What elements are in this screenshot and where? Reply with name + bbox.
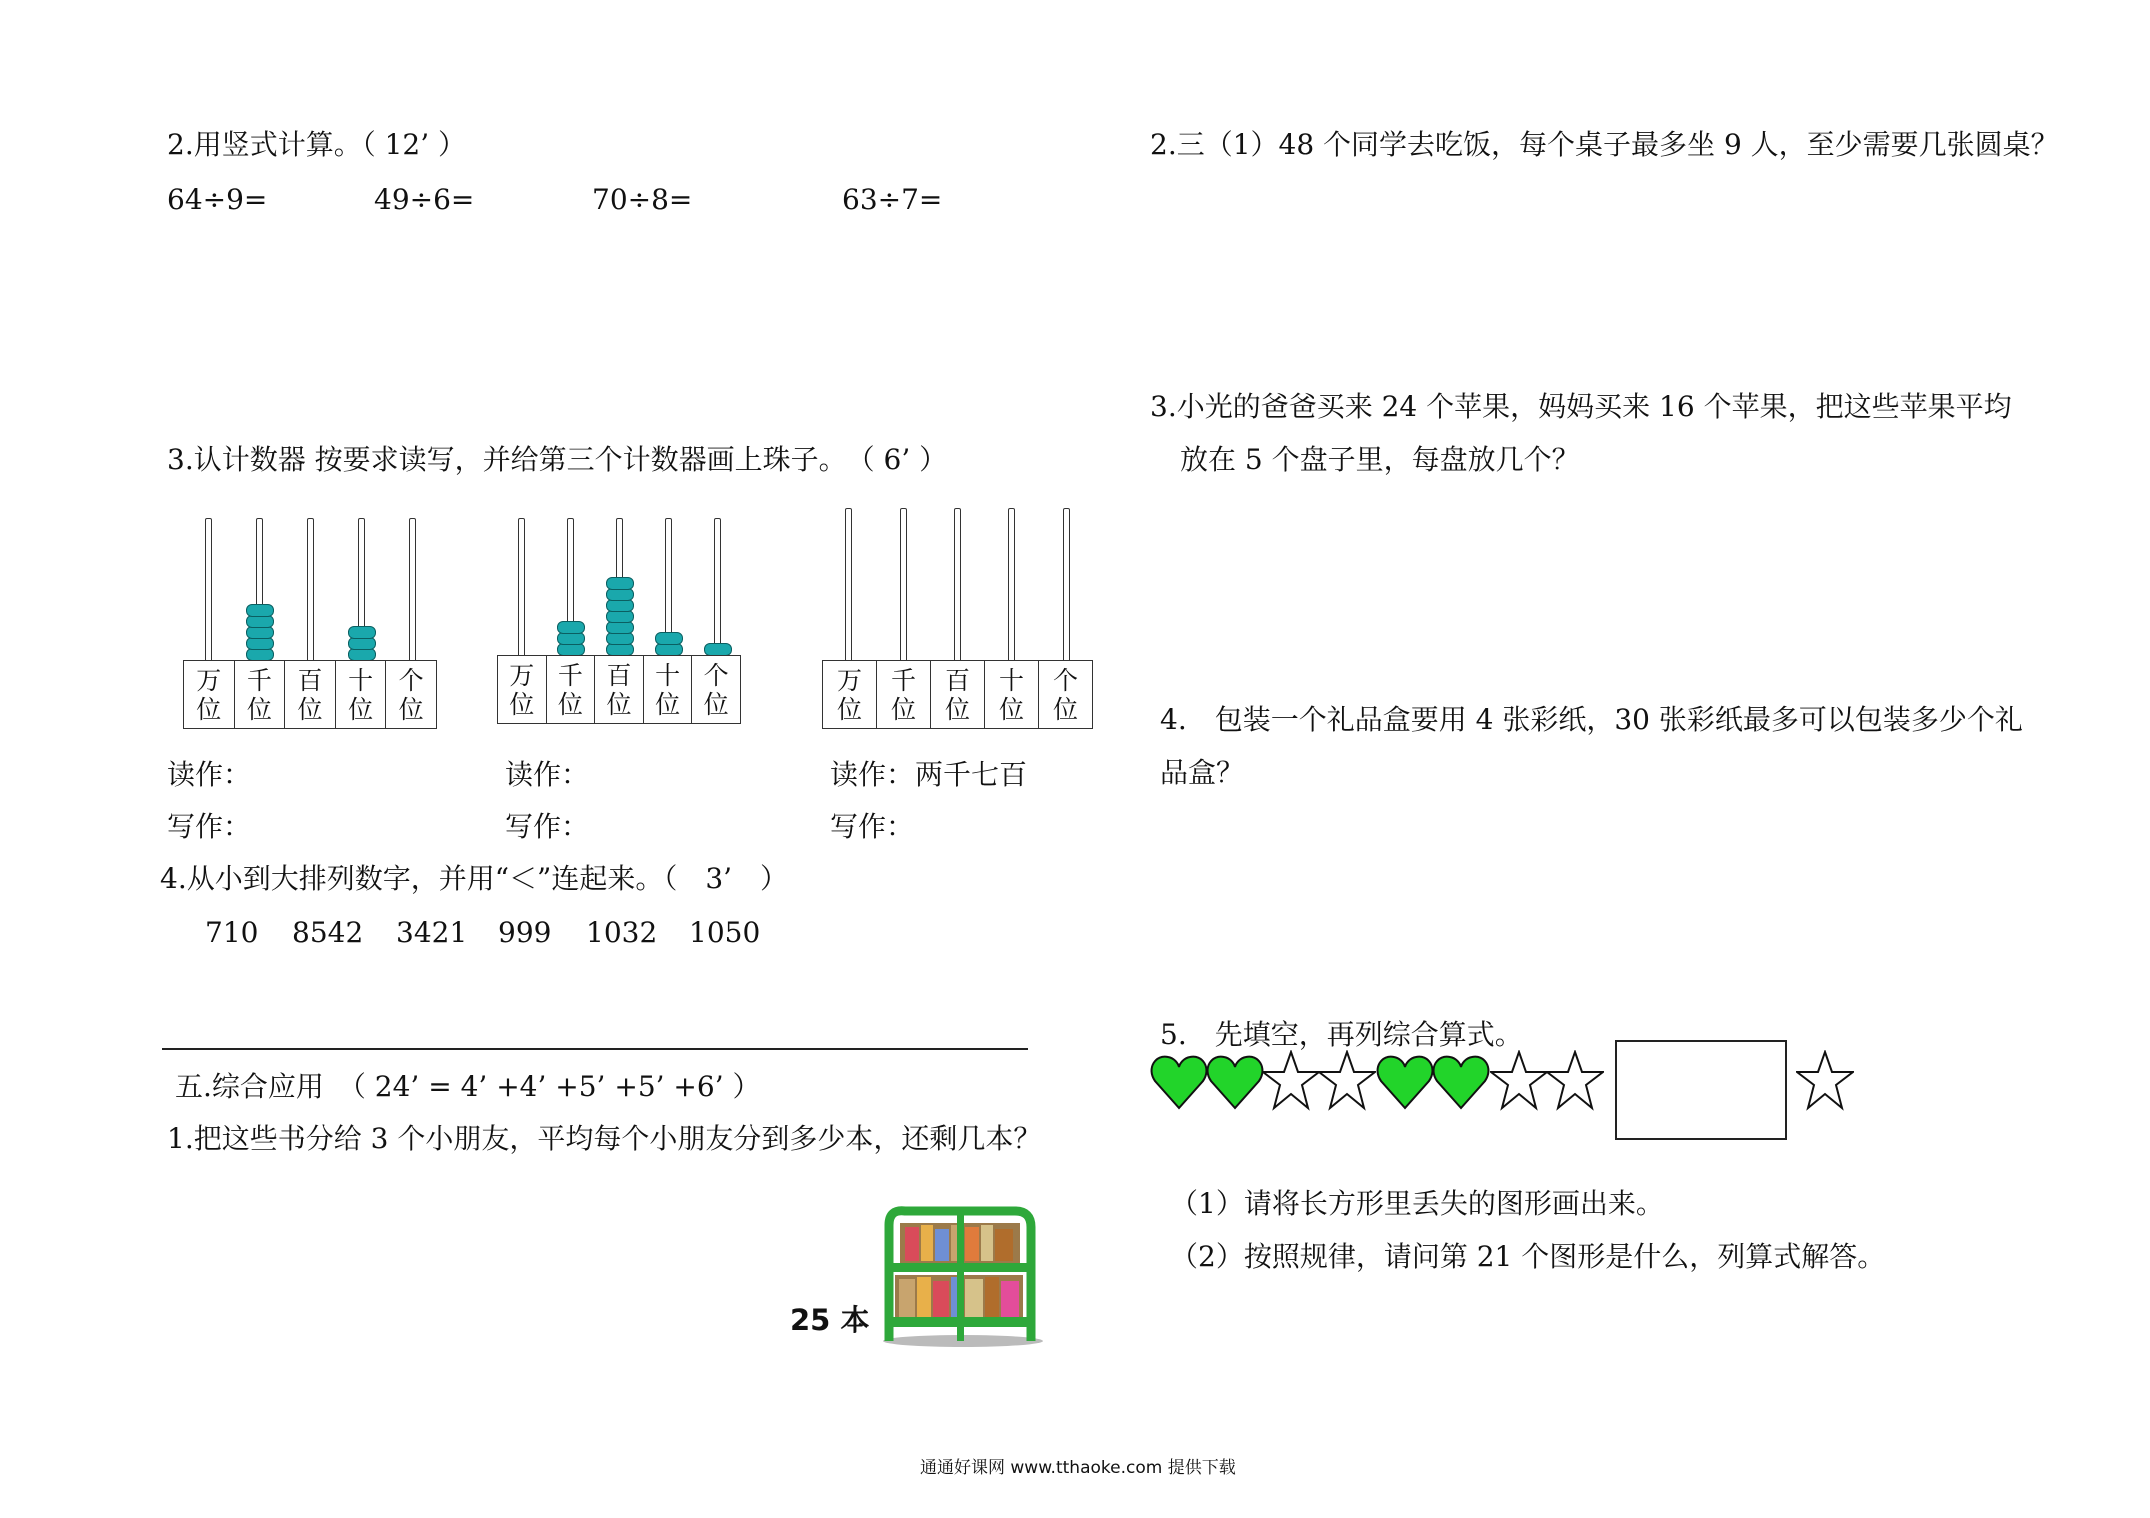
place-value-char: 位 [297, 694, 323, 724]
abacus-1 [183, 510, 438, 730]
heart-icon [1150, 1054, 1208, 1112]
star-icon [1318, 1050, 1376, 1112]
read-label: 读作： [830, 758, 915, 791]
star-icon [1262, 1050, 1320, 1112]
number-item: 8542 [292, 916, 364, 949]
place-value-label [931, 661, 985, 728]
abacus-bead [655, 632, 683, 645]
place-value-char: 位 [655, 689, 681, 719]
app5-sub2: （2）按照规律，请问第 21 个图形是什么，列算式解答。 [1170, 1240, 1886, 1273]
abacus-rod [1063, 508, 1070, 662]
heart-icon [1432, 1054, 1490, 1112]
place-value-char: 千 [890, 665, 916, 695]
place-value-char: 位 [557, 689, 583, 719]
place-value-char: 位 [398, 694, 424, 724]
app4-question: 4. 包装一个礼品盒要用 4 张彩纸，30 张彩纸最多可以包装多少个礼 [1160, 703, 2023, 736]
place-value-char: 个 [703, 660, 729, 690]
app3-question-cont: 放在 5 个盘子里，每盘放几个？ [1180, 443, 1580, 476]
write-label: 写作： [167, 810, 252, 843]
q3-title: 3.认计数器 按要求读写，并给第三个计数器画上珠子。 （ 6’ ） [167, 443, 948, 476]
place-value-char: 千 [557, 660, 583, 690]
number-item: 1050 [689, 916, 761, 949]
abacus-place-row [183, 660, 437, 729]
place-value-char: 位 [196, 694, 222, 724]
place-value-label [235, 661, 286, 728]
place-value-char: 位 [944, 694, 970, 724]
place-value-char: 十 [655, 660, 681, 690]
number-item: 999 [498, 916, 552, 949]
place-value-char: 位 [1052, 694, 1078, 724]
place-value-char: 位 [836, 694, 862, 724]
place-value-label [285, 661, 336, 728]
place-value-label [184, 661, 235, 728]
place-value-char: 位 [890, 694, 916, 724]
q4-title: 4.从小到大排列数字，并用“＜”连起来。（ 3’ ） [160, 862, 789, 895]
place-value-char: 百 [297, 665, 323, 695]
place-value-label [692, 656, 740, 723]
place-value-char: 百 [606, 660, 632, 690]
app5-sub1: （1）请将长方形里丢失的图形画出来。 [1170, 1187, 1664, 1220]
abacus-rod [954, 508, 961, 662]
place-value-label [498, 656, 547, 723]
abacus-rod [205, 518, 212, 662]
place-value-label [823, 661, 877, 728]
number-item: 710 [205, 916, 259, 949]
read-label: 读作： [505, 758, 590, 791]
read-label: 读作： [167, 758, 252, 791]
books-count-label: 25 本 [790, 1303, 870, 1337]
app3-question: 3.小光的爸爸买来 24 个苹果，妈妈买来 16 个苹果，把这些苹果平均 [1150, 390, 2012, 423]
abacus-2 [497, 510, 742, 725]
section5-title: 五.综合应用 （ 24’ = 4’ +4’ +5’ +5’ +6’ ） [175, 1070, 761, 1103]
abacus-rod [845, 508, 852, 662]
abacus-rod [900, 508, 907, 662]
place-value-char: 位 [246, 694, 272, 724]
q2-title: 2.用竖式计算。（ 12’ ） [167, 128, 467, 161]
section-divider [162, 1048, 1028, 1050]
place-value-char: 万 [196, 665, 222, 695]
place-value-label [877, 661, 931, 728]
heart-icon [1376, 1054, 1434, 1112]
place-value-char: 位 [606, 689, 632, 719]
place-value-label [336, 661, 387, 728]
division-expr: 70÷8= [592, 183, 693, 216]
app4-question-cont: 品盒？ [1160, 756, 1245, 789]
division-expr: 63÷7= [842, 183, 943, 216]
place-value-char: 位 [703, 689, 729, 719]
star-icon [1546, 1050, 1604, 1112]
app1-question: 1.把这些书分给 3 个小朋友，平均每个小朋友分到多少本，还剩几本？ [167, 1122, 1042, 1155]
abacus-bead [348, 626, 376, 639]
heart-icon [1206, 1054, 1264, 1112]
abacus-place-row [822, 660, 1093, 729]
abacus-rod [307, 518, 314, 662]
pattern-row [1150, 1040, 1850, 1150]
place-value-label [595, 656, 644, 723]
place-value-char: 位 [509, 689, 535, 719]
number-item: 1032 [586, 916, 658, 949]
place-value-label [547, 656, 596, 723]
abacus-bead [557, 621, 585, 634]
missing-shape-box[interactable] [1615, 1040, 1787, 1140]
place-value-char: 万 [836, 665, 862, 695]
write-label: 写作： [505, 810, 590, 843]
footer-credit: 通通好课网 www.tthaoke.com 提供下载 [920, 1458, 1236, 1478]
star-icon [1796, 1050, 1854, 1112]
division-expr: 64÷9= [167, 183, 268, 216]
abacus-rod [518, 518, 525, 657]
abacus-3[interactable] [822, 500, 1094, 730]
place-value-label [644, 656, 693, 723]
write-label: 写作： [830, 810, 915, 843]
division-expr: 49÷6= [374, 183, 475, 216]
abacus-rod [1008, 508, 1015, 662]
abacus-bead [606, 577, 634, 590]
place-value-char: 个 [398, 665, 424, 695]
place-value-char: 百 [944, 665, 970, 695]
place-value-char: 个 [1052, 665, 1078, 695]
place-value-label [1039, 661, 1092, 728]
place-value-char: 千 [246, 665, 272, 695]
bookshelf-image [875, 1205, 1045, 1347]
abacus-rod [714, 518, 721, 657]
place-value-char: 十 [998, 665, 1024, 695]
read-answer: 两千七百 [915, 758, 1028, 791]
number-item: 3421 [396, 916, 468, 949]
abacus-bead [246, 604, 274, 617]
star-icon [1490, 1050, 1548, 1112]
abacus-place-row [497, 655, 741, 724]
place-value-label [386, 661, 436, 728]
place-value-char: 十 [348, 665, 374, 695]
abacus-rod [409, 518, 416, 662]
place-value-char: 位 [998, 694, 1024, 724]
app2-question: 2.三（1）48 个同学去吃饭，每个桌子最多坐 9 人，至少需要几张圆桌？ [1150, 128, 2059, 161]
place-value-char: 位 [348, 694, 374, 724]
place-value-char: 万 [509, 660, 535, 690]
app5-title: 5. 先填空，再列综合算式。 [1160, 1018, 1523, 1051]
place-value-label [985, 661, 1039, 728]
